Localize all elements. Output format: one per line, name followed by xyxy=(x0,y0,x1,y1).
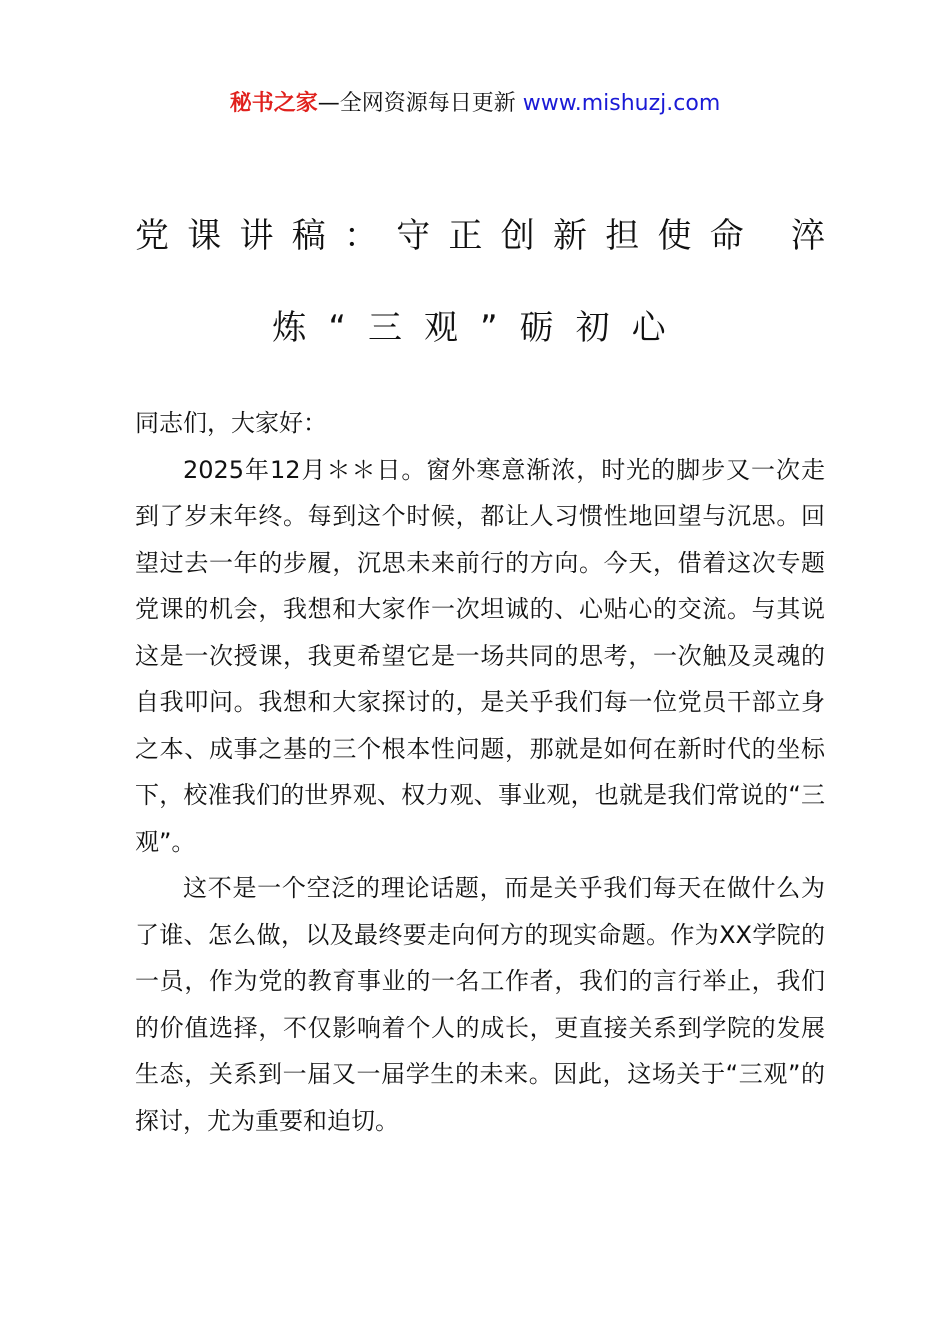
page-header xyxy=(0,88,950,120)
document-title xyxy=(135,190,825,374)
paragraph-2: 这不是一个空泛的理论话题，而是关乎我们每天在做什么为了谁、怎么做，以及最终要走向何方的现实命题。作为XX学院的一员，作为党的教育事业的一名工作者，我们的言行举止，我们的价值选择，不仅影响着个人的成长，更直接关系到学院的发展生态，关系到一届又一届学生的未来。因此，这场关于“三观”的探讨，尤为重要和迫切。 xyxy=(135,874,825,1135)
greeting: 同志们，大家好： xyxy=(135,409,327,437)
header-tagline: —全网资源每日更新 xyxy=(317,91,516,116)
paragraph-1: 2025年12月＊＊日。窗外寒意渐浓，时光的脚步又一次走到了岁末年终。每到这个时候，都让人习惯性地回望与沉思。回望过去一年的步履，沉思未来前行的方向。今天，借着这次专题党课的机会，我想和大家作一次坦诚的、心贴心的交流。与其说这是一次授课，我更希望它是一场共同的思考，一次触及灵魂的自我叩问。我想和大家探讨的，是关乎我们每一位党员干部立身之本、成事之基的三个根本性问题，那就是如何在新时代的坐标下，校准我们的世界观、权力观、事业观，也就是我们常说的“三观”。 xyxy=(135,455,825,856)
document-body xyxy=(135,400,825,1144)
site-url-link[interactable]: www.mishuzj.com xyxy=(522,91,721,116)
title-line-2: 炼“三观”砺初心 xyxy=(272,308,688,348)
brand-name: 秘书之家 xyxy=(229,91,318,116)
title-line-1: 党课讲稿：守正创新担使命 淬 xyxy=(135,216,825,256)
